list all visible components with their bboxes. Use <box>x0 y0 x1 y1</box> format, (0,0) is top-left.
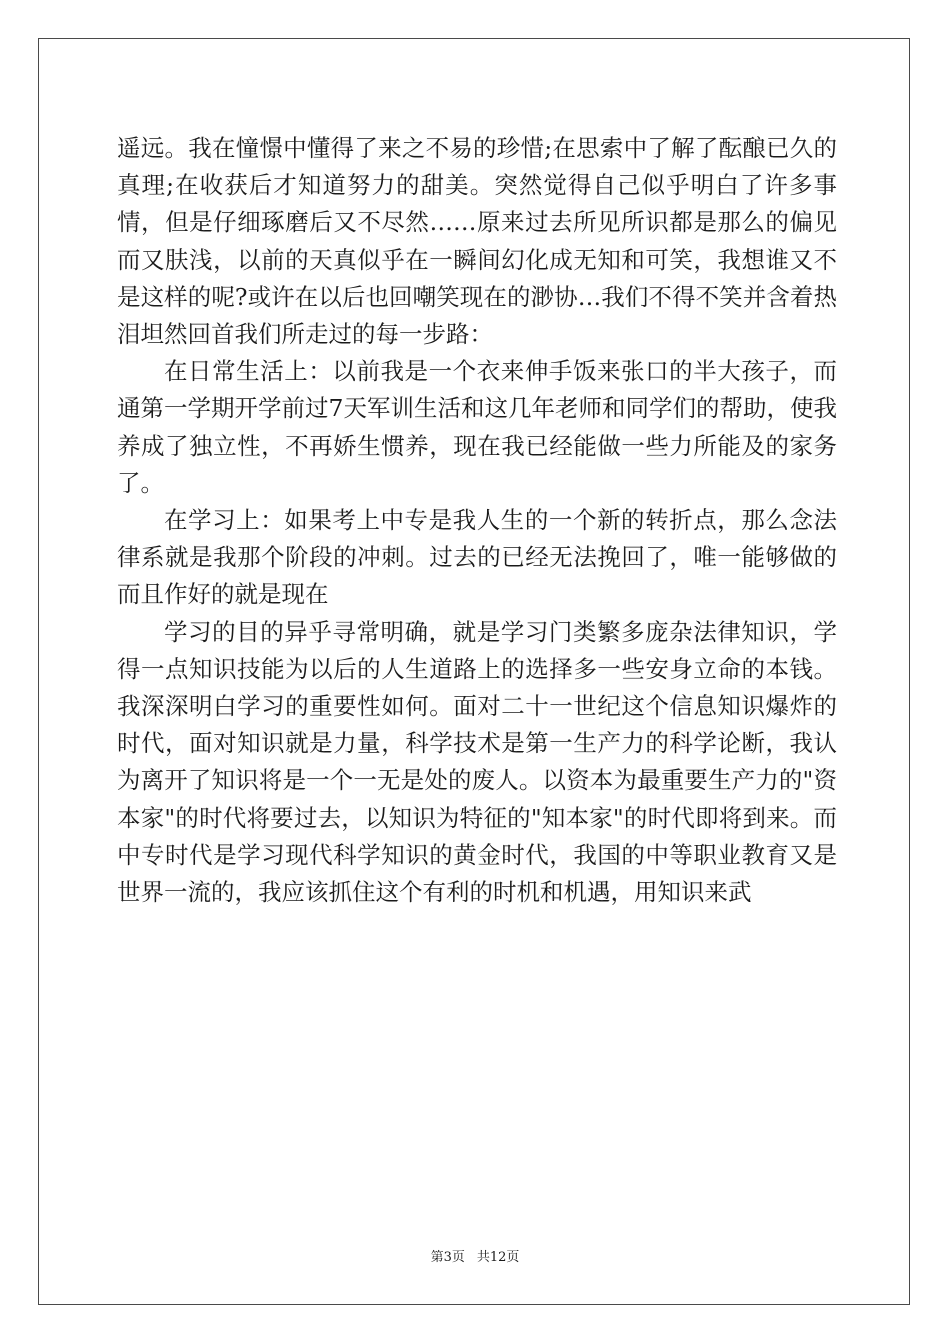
paragraph-1: 遥远。我在憧憬中懂得了来之不易的珍惜;在思索中了解了酝酿已久的真理;在收获后才知道努力的甜美。突然觉得自己似乎明白了许多事情，但是仔细琢磨后又不尽然……原来过去所见所识都是那么的偏见而又肤浅，以前的天真似乎在一瞬间幻化成无知和可笑，我想谁又不是这样的呢?或许在以后也回嘲笑现在的渺协…我们不得不笑并含着热泪坦然回首我们所走过的每一步路： <box>117 134 837 349</box>
paragraph-3: 在学习上：如果考上中专是我人生的一个新的转折点，那么念法律系就是我那个阶段的冲刺。过去的已经无法挽回了，唯一能够做的而且作好的就是现在 <box>117 506 837 609</box>
paragraph-4: 学习的目的异乎寻常明确，就是学习门类繁多庞杂法律知识，学得一点知识技能为以后的人生道路上的选择多一些安身立命的本钱。我深深明白学习的重要性如何。面对二十一世纪这个信息知识爆炸的时代，面对知识就是力量，科学技术是第一生产力的科学论断，我认为离开了知识将是一个一无是处的废人。以资本为最重要生产力的"资本家"的时代将要过去，以知识为特征的"知本家"的时代即将到来。而中专时代是学习现代科学知识的黄金时代，我国的中等职业教育又是世界一流的，我应该抓住这个有利的时机和机遇，用知识来武 <box>117 617 837 907</box>
page-footer <box>0 1246 950 1265</box>
page-total: 共12页 <box>476 1250 520 1265</box>
page-number: 第3页 <box>430 1250 465 1265</box>
paragraph-2: 在日常生活上：以前我是一个衣来伸手饭来张口的半大孩子，而通第一学期开学前过7天军训生活和这几年老师和同学们的帮助，使我养成了独立性，不再娇生惯养，现在我已经能做一些力所能及的家务了。 <box>117 357 837 497</box>
document-body <box>117 130 837 911</box>
